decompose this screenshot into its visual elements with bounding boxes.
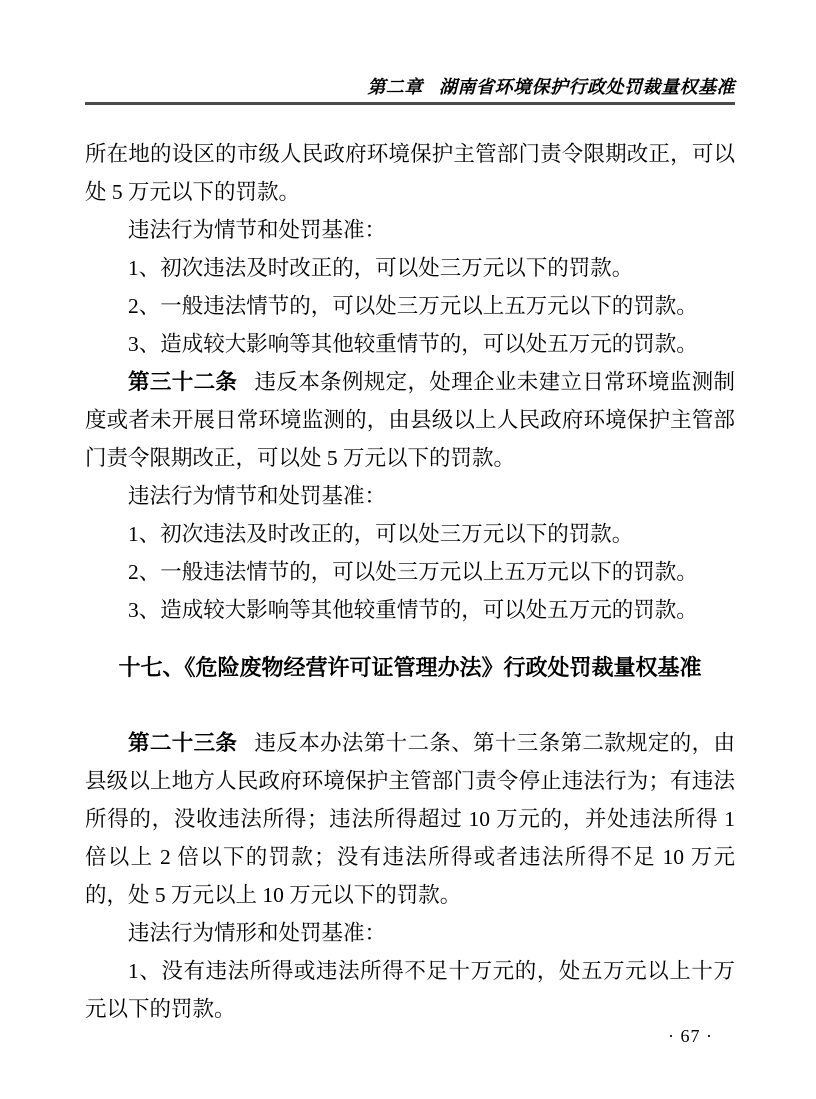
section-heading: 十七、《危险废物经营许可证管理办法》行政处罚裁量权基准	[118, 655, 702, 680]
header-divider	[85, 102, 735, 105]
paragraph: 违法行为情形和处罚基准：	[128, 921, 387, 945]
page-body	[85, 135, 735, 1028]
article-text: 违反本办法第十二条、第十三条第二款规定的，由县级以上地方人民政府环境保护主管部门责令停止违法行为；有违法所得的，没收违法所得；违法所得超过 10 万元的，并处违法所得 1 倍以上 2 倍以下的罚款；没有违法所得或者违法所得不足 10 万元的，处 5 万元以上 10 万元以下的罚款。	[85, 731, 735, 907]
article-text: 违反本条例规定，处理企业未建立日常环境监测制度或者未开展日常环境监测的，由县级以上人民政府环境保护主管部门责令限期改正，可以处 5 万元以下的罚款。	[85, 370, 735, 470]
article-number: 第二十三条	[128, 731, 238, 755]
page-number: · 67 ·	[668, 1026, 713, 1046]
paragraph: 违法行为情节和处罚基准：	[128, 218, 387, 242]
list-item: 3、造成较大影响等其他较重情节的，可以处五万元的罚款。	[128, 332, 698, 356]
list-item: 1、初次违法及时改正的，可以处三万元以下的罚款。	[128, 522, 634, 546]
list-item: 2、一般违法情节的，可以处三万元以上五万元以下的罚款。	[128, 560, 698, 584]
article-number: 第三十二条	[128, 370, 238, 394]
list-item: 3、造成较大影响等其他较重情节的，可以处五万元的罚款。	[128, 598, 698, 622]
article-paragraph	[85, 363, 735, 477]
article-paragraph	[85, 724, 735, 914]
list-item: 1、没有违法所得或违法所得不足十万元的，处五万元以上十万元以下的罚款。	[85, 959, 735, 1021]
list-item: 1、初次违法及时改正的，可以处三万元以下的罚款。	[128, 256, 634, 280]
chapter-title: 湖南省环境保护行政处罚裁量权基准	[439, 77, 735, 97]
chapter-label: 第二章	[367, 77, 423, 97]
paragraph: 所在地的设区的市级人民政府环境保护主管部门责令限期改正，可以处 5 万元以下的罚款。	[85, 142, 735, 204]
list-item: 2、一般违法情节的，可以处三万元以上五万元以下的罚款。	[128, 294, 698, 318]
running-header	[367, 73, 735, 99]
paragraph: 违法行为情节和处罚基准：	[128, 484, 387, 508]
